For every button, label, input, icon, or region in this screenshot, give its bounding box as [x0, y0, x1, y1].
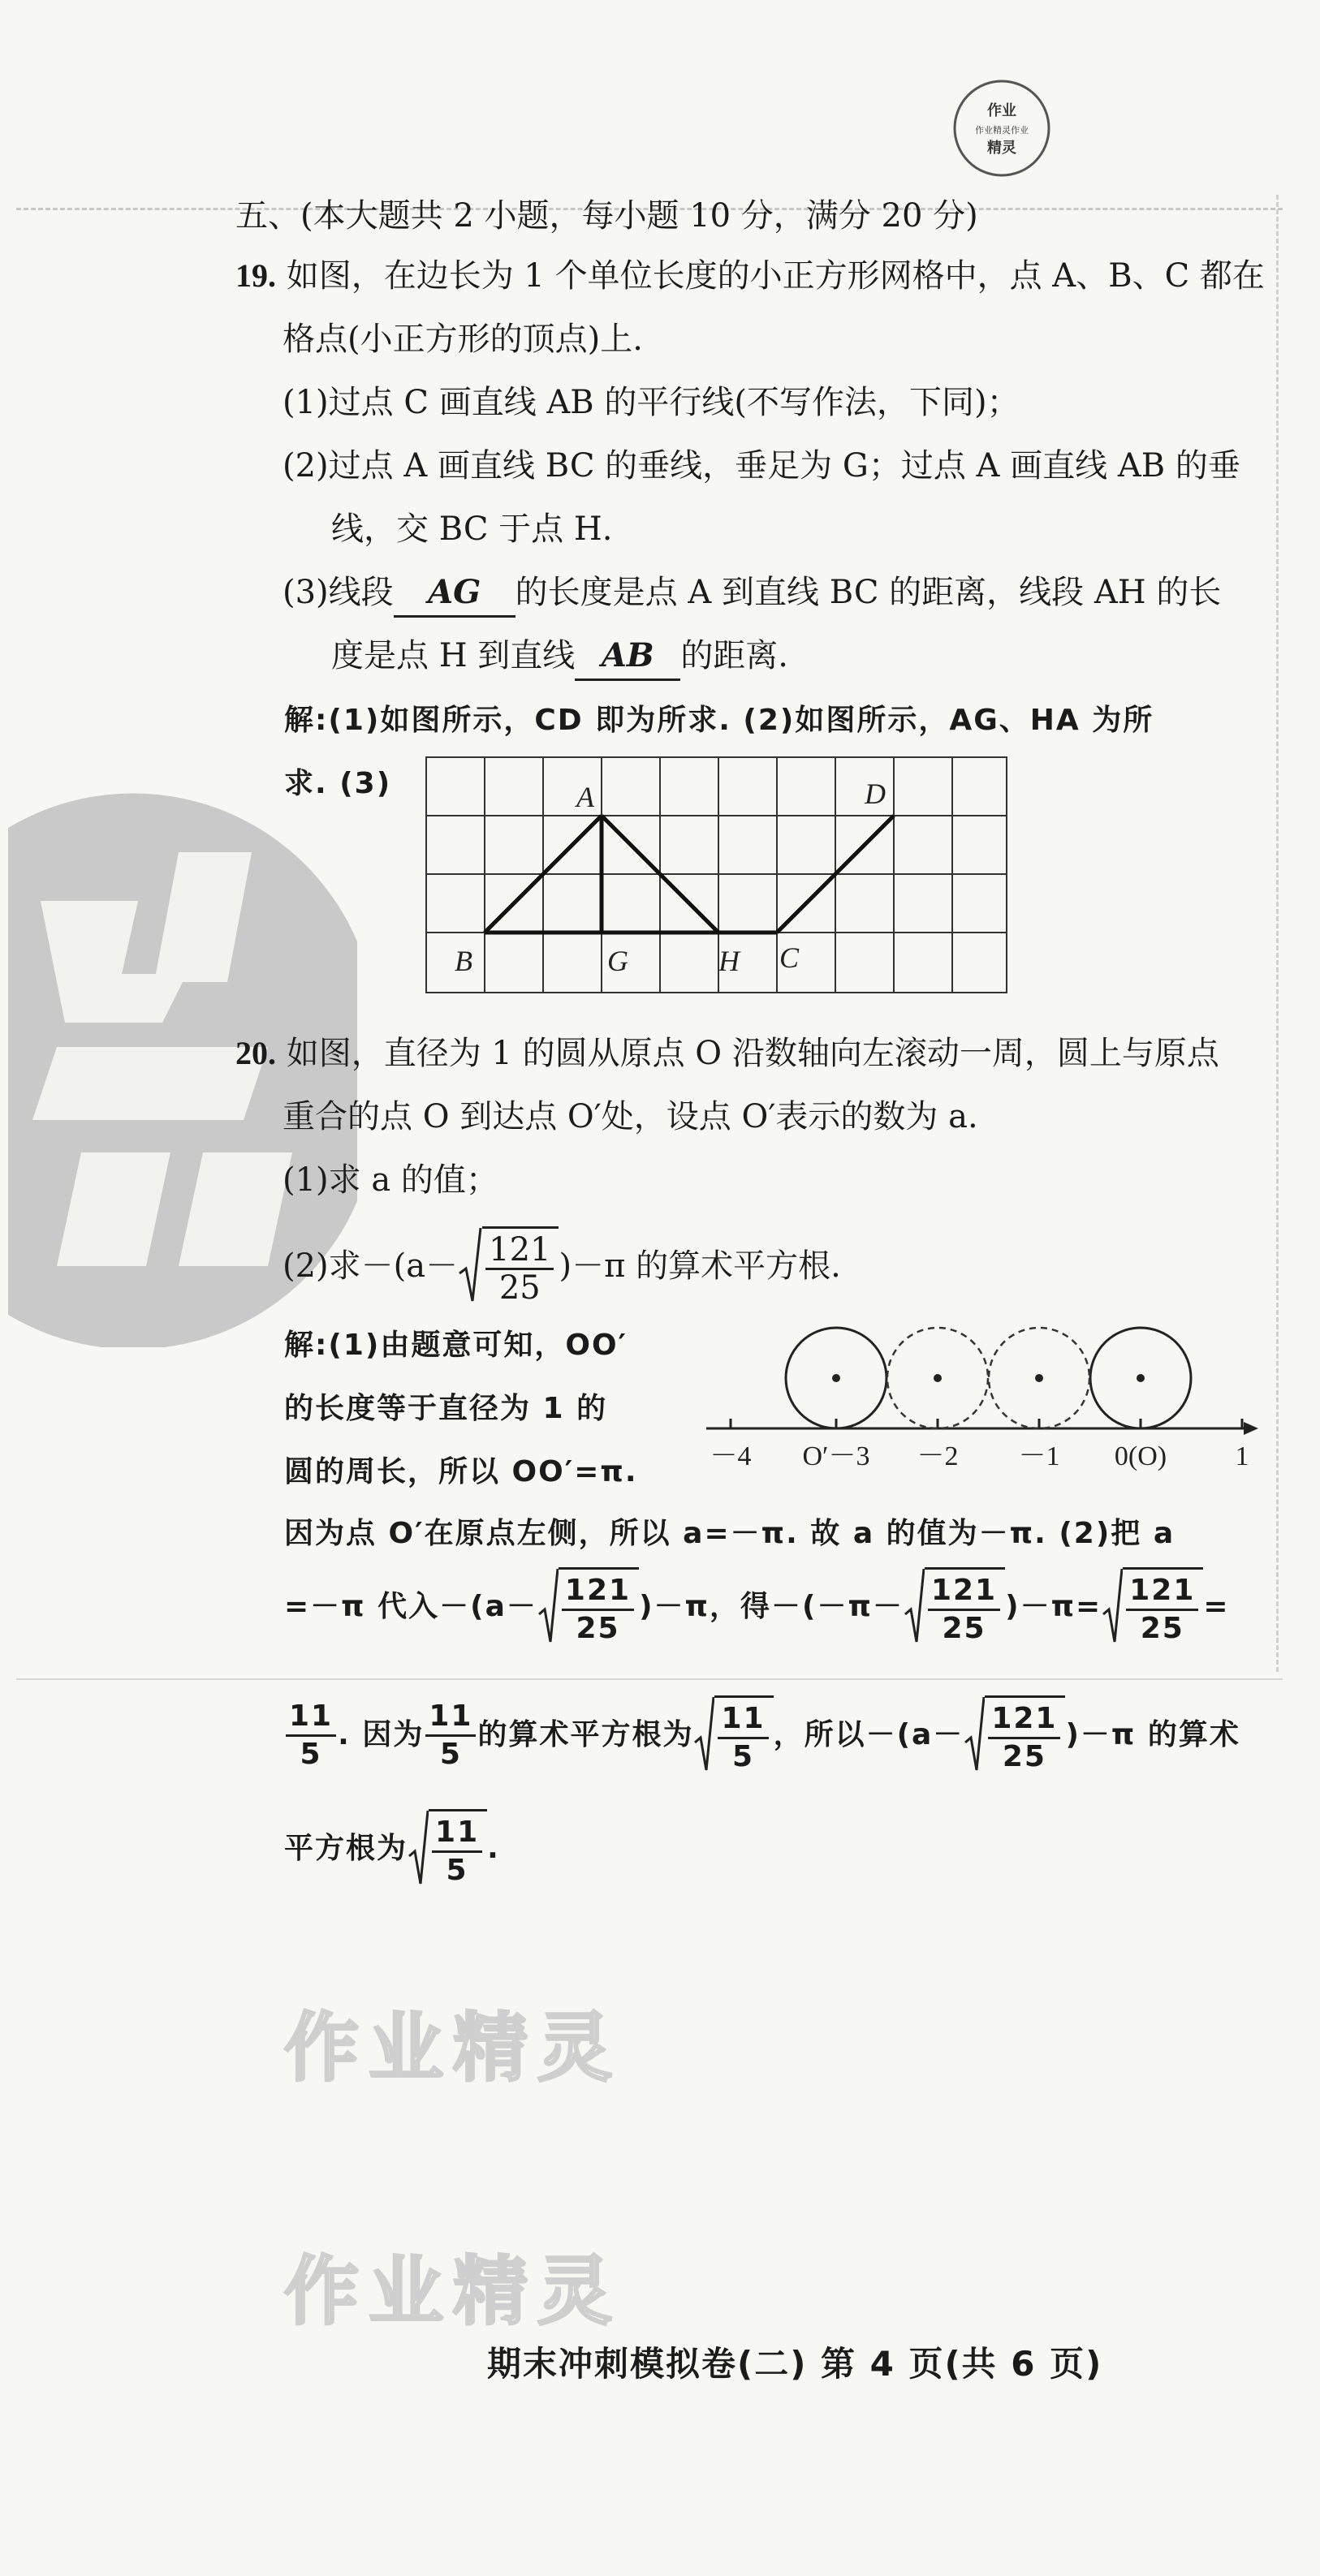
q20-solution-line1: 解:(1)由题意可知，OO′ — [284, 1329, 628, 1362]
point-label-a: A — [576, 781, 594, 813]
q20-part2-pre: (2)求－(a－ — [283, 1247, 459, 1285]
frac-num: 121 — [1126, 1573, 1198, 1611]
frac-num: 121 — [485, 1232, 554, 1270]
frac-num: 11 — [718, 1701, 768, 1739]
q19-part2-line2: 线，交 BC 于点 H. — [331, 510, 613, 548]
q20-stem2: 重合的点 O 到达点 O′处，设点 O′表示的数为 a. — [283, 1098, 978, 1135]
sol7-part-b: . — [487, 1832, 500, 1865]
point-label-g: G — [607, 945, 628, 977]
frac-den: 25 — [1140, 1612, 1184, 1645]
frac-den: 5 — [300, 1737, 322, 1771]
q20-part2-sqrt — [458, 1226, 559, 1306]
tick-label-1: 1 — [1235, 1441, 1249, 1471]
section-title: 五、(本大题共 2 小题，每小题 10 分，满分 20 分) — [235, 197, 978, 235]
q19-part3-line1 — [283, 570, 1221, 618]
q19-answer-blank-ab: AB — [575, 633, 680, 681]
q20-solution-line5 — [284, 1566, 1230, 1648]
point-label-d: D — [865, 778, 886, 810]
q19-stem2: 格点(小正方形的顶点)上. — [283, 321, 643, 358]
frac-den: 5 — [446, 1854, 468, 1887]
q19-part3b-pre: 度是点 H 到直线 — [331, 637, 576, 674]
sqrt-121-25-a — [537, 1567, 639, 1647]
q20-number-line-figure — [698, 1315, 1266, 1477]
svg-text:作业精灵作业: 作业精灵作业 — [975, 126, 1029, 136]
sol6-part-b: 的算术平方根为 — [477, 1718, 694, 1751]
q19-part3-line2 — [331, 633, 788, 681]
q19-number: 19. — [235, 257, 276, 294]
page-footer: 期末冲刺模拟卷(二) 第 4 页(共 6 页) — [487, 2344, 1103, 2384]
sqrt-11-5-b — [408, 1809, 487, 1889]
point-label-b: B — [455, 945, 472, 977]
frac-11-5-b — [425, 1699, 476, 1773]
q20-stem-line1 — [235, 1031, 1219, 1076]
q20-solution-line2: 的长度等于直径为 1 的 — [284, 1392, 608, 1425]
tick-label-o-prime: O′－3 — [802, 1441, 870, 1471]
tick-label-neg4: －4 — [710, 1441, 752, 1471]
sqrt-121-25-d — [964, 1695, 1065, 1775]
q20-part2 — [283, 1226, 841, 1307]
q19-grid-figure — [422, 753, 1015, 1005]
sol5-part-d: = — [1203, 1590, 1230, 1623]
q20-solution-line6 — [284, 1695, 1240, 1776]
sqrt-11-5-a — [693, 1695, 773, 1775]
sol5-part-c: )－π= — [1005, 1590, 1102, 1623]
q20-solution-line3: 圆的周长，所以 OO′=π. — [284, 1455, 638, 1488]
q20-part1: (1)求 a 的值； — [283, 1161, 498, 1199]
q19-solution-line2: 求. (3) — [284, 767, 392, 800]
point-label-h: H — [718, 945, 740, 977]
frac-11-5-a — [286, 1699, 336, 1773]
sqrt-121-25-c — [1102, 1567, 1203, 1647]
q19-answer-blank-ag: AG — [394, 570, 515, 618]
frac-num: 11 — [432, 1815, 482, 1853]
sol6-part-c: ，所以－(a－ — [773, 1718, 964, 1751]
q19-stem1: 如图，在边长为 1 个单位长度的小正方形网格中，点 A、B、C 都在 — [286, 257, 1265, 295]
sol7-part-a: 平方根为 — [284, 1832, 408, 1865]
q19-stem-line1 — [235, 253, 1265, 299]
homework-seal-icon — [948, 75, 1055, 182]
q19-solution-line1: 解:(1)如图所示，CD 即为所求. (2)如图所示，AG、HA 为所 — [284, 704, 1154, 737]
q19-part3-post: 的长度是点 A 到直线 BC 的距离，线段 AH 的长 — [515, 574, 1222, 611]
fold-line — [16, 1678, 1283, 1680]
svg-text:作业: 作业 — [987, 102, 1016, 118]
tick-label-neg1: －1 — [1018, 1441, 1060, 1471]
frac-num: 11 — [425, 1699, 476, 1737]
q19-part3b-post: 的距离. — [680, 637, 789, 674]
watermark-1: 作业精灵 — [284, 2005, 623, 2091]
sol6-part-a: . 因为 — [338, 1718, 425, 1751]
tick-label-neg2: －2 — [917, 1441, 959, 1471]
sol5-part-b: )－π，得－(－π－ — [639, 1590, 904, 1623]
q20-solution-line4: 因为点 O′在原点左侧，所以 a=－π. 故 a 的值为－π. (2)把 a — [284, 1517, 1175, 1550]
q19-part1: (1)过点 C 画直线 AB 的平行线(不写作法，下同)； — [283, 384, 1020, 421]
q20-part2-post: )－π 的算术平方根. — [559, 1247, 841, 1285]
frac-den: 5 — [439, 1737, 462, 1771]
q19-part3-pre: (3)线段 — [283, 574, 394, 611]
frac-den: 5 — [731, 1740, 755, 1773]
frac-den: 25 — [942, 1612, 986, 1645]
point-label-c: C — [779, 941, 800, 974]
watermark-2: 作业精灵 — [284, 2248, 623, 2335]
frac-den: 25 — [1002, 1740, 1046, 1773]
svg-text:精灵: 精灵 — [987, 140, 1016, 156]
q19-part2-line1: (2)过点 A 画直线 BC 的垂线，垂足为 G；过点 A 画直线 AB 的垂 — [283, 447, 1240, 485]
frac-den: 25 — [498, 1269, 541, 1307]
frac-num: 11 — [286, 1699, 336, 1737]
sol5-part-a: =－π 代入－(a－ — [284, 1590, 537, 1623]
sqrt-121-25-b — [904, 1567, 1005, 1647]
sol6-part-d: )－π 的算术 — [1065, 1718, 1240, 1751]
q20-solution-line7 — [284, 1808, 500, 1889]
tick-label-origin: 0(O) — [1114, 1441, 1167, 1471]
q20-stem1: 如图，直径为 1 的圆从原点 O 沿数轴向左滚动一周，圆上与原点 — [286, 1035, 1219, 1072]
right-dashed-rule — [1276, 195, 1279, 1672]
frac-den: 25 — [576, 1612, 620, 1645]
frac-num: 121 — [988, 1701, 1060, 1739]
frac-num: 121 — [562, 1573, 634, 1611]
q20-number: 20. — [235, 1035, 276, 1071]
frac-num: 121 — [928, 1573, 1000, 1611]
